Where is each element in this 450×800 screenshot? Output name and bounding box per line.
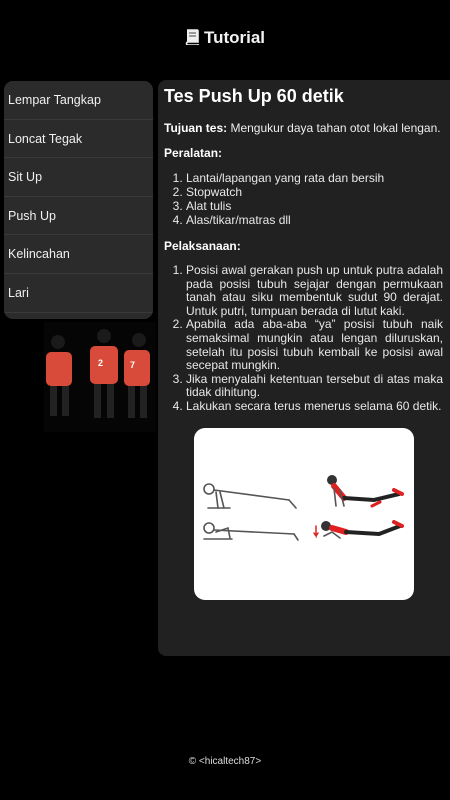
tools-list (164, 171, 443, 227)
app-header (0, 28, 450, 50)
list-item: 4. Alas/tikar/matras dll (186, 213, 443, 227)
goal-text: Mengukur daya tahan otot lokal lengan. (227, 121, 441, 135)
sidebar-item-kelincahan[interactable]: Kelincahan (4, 235, 153, 274)
pushup-illustration (194, 428, 414, 600)
goal-label: Tujuan tes: (164, 121, 228, 135)
sidebar-item-lari[interactable]: Lari (4, 274, 153, 313)
background-athletes-photo (44, 322, 156, 432)
list-item: 4. Lakukan secara terus menerus selama 60 detik. (186, 400, 443, 414)
list-item: 1. Lantai/lapangan yang rata dan bersih (186, 171, 443, 185)
svg-text:7: 7 (130, 360, 136, 370)
tutorial-content-card (158, 80, 450, 656)
book-icon (185, 29, 200, 50)
list-item: 2. Apabila ada aba-aba “ya” posisi tubuh naik semaksimal mungkin atau lengan diluruskan, setelah itu posisi tubuh kembali ke posisi awal secepat mungkin. (186, 318, 443, 372)
sidebar-menu (4, 81, 153, 319)
tools-heading: Peralatan: (164, 146, 223, 160)
steps-heading: Pelaksanaan: (164, 239, 241, 253)
list-item: 2. Stopwatch (186, 185, 443, 199)
list-item: 1. Posisi awal gerakan push up untuk putra adalah pada posisi tubuh sejajar dengan permukaan tanah atau siku membentuk sudut 90 derajat. Untuk putri, tumpuan berada di lutut kaki. (186, 264, 443, 318)
steps-list (164, 264, 443, 414)
sidebar-item-push-up[interactable]: Push Up (4, 197, 153, 236)
list-item: 3. Jika menyalahi ketentuan tersebut di atas maka tidak dihitung. (186, 373, 443, 400)
sidebar-item-sit-up[interactable]: Sit Up (4, 158, 153, 197)
list-item: 3. Alat tulis (186, 199, 443, 213)
goal-paragraph (164, 121, 443, 135)
page-title: Tutorial (203, 28, 266, 47)
tutorial-title: Tes Push Up 60 detik (164, 86, 344, 106)
sidebar-item-lempar-tangkap[interactable]: Lempar Tangkap (4, 81, 153, 120)
sidebar-item-loncat-tegak[interactable]: Loncat Tegak (4, 120, 153, 159)
svg-text:2: 2 (98, 358, 104, 368)
copyright-footer: © <hicaltech87> (188, 756, 262, 767)
